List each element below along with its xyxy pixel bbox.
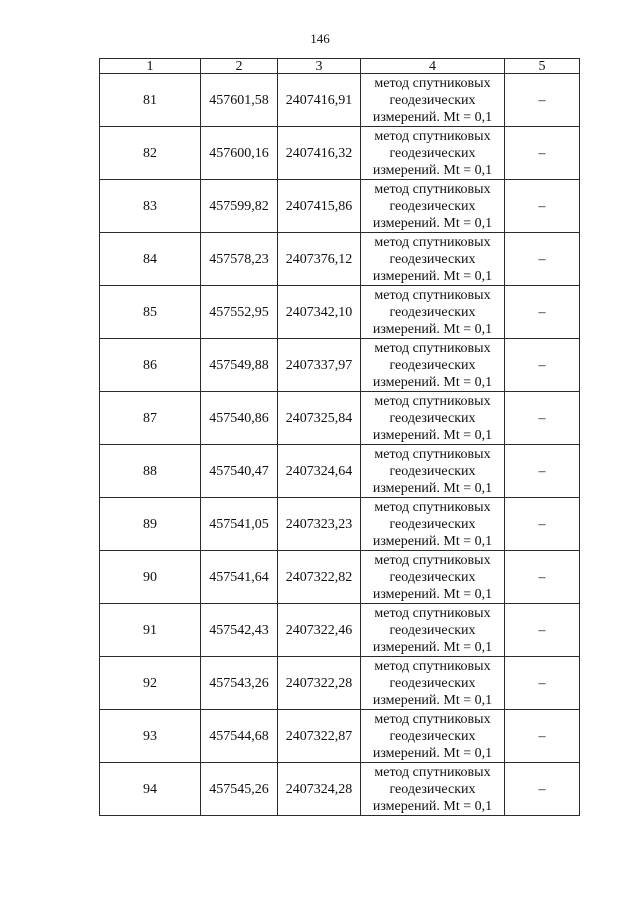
note-cell [505,233,580,286]
note-cell [505,551,580,604]
note-cell [505,180,580,233]
method-line: метод спутниковых [374,128,491,144]
column-header-x: 2 [201,59,278,74]
table-row [100,657,580,710]
y-coordinate-cell: 2407322,28 [278,657,361,710]
table-row [100,392,580,445]
method-line: измерений. Mt = 0,1 [372,480,493,496]
method-line: измерений. Mt = 0,1 [372,374,493,390]
point-number-cell: 84 [100,233,201,286]
x-coordinate-cell: 457542,43 [201,604,278,657]
y-coordinate-cell: 2407322,82 [278,551,361,604]
method-line: геодезических [389,92,476,108]
method-line: измерений. Mt = 0,1 [372,533,493,549]
column-header-method: 4 [361,59,505,74]
method-line: метод спутниковых [374,711,491,727]
table-row [100,127,580,180]
table-row [100,498,580,551]
y-coordinate-cell: 2407376,12 [278,233,361,286]
x-coordinate-cell: 457541,64 [201,551,278,604]
x-coordinate-cell: 457543,26 [201,657,278,710]
note-dash: – [538,92,546,108]
x-coordinate-cell: 457552,95 [201,286,278,339]
table-row [100,710,580,763]
table-row [100,180,580,233]
note-cell [505,710,580,763]
x-coordinate-cell: 457545,26 [201,763,278,816]
method-line: измерений. Mt = 0,1 [372,798,493,814]
x-coordinate-cell: 457578,23 [201,233,278,286]
point-number-cell: 86 [100,339,201,392]
point-number-cell: 82 [100,127,201,180]
note-dash: – [538,622,546,638]
method-line: измерений. Mt = 0,1 [372,109,493,125]
method-line: метод спутниковых [374,658,491,674]
note-dash: – [538,516,546,532]
table-row [100,551,580,604]
x-coordinate-cell: 457600,16 [201,127,278,180]
note-cell [505,339,580,392]
x-coordinate-cell: 457541,05 [201,498,278,551]
method-cell [361,710,505,763]
y-coordinate-cell: 2407324,64 [278,445,361,498]
note-dash: – [538,145,546,161]
x-coordinate-cell: 457540,47 [201,445,278,498]
method-line: измерений. Mt = 0,1 [372,427,493,443]
table-row [100,604,580,657]
point-number-cell: 93 [100,710,201,763]
y-coordinate-cell: 2407322,46 [278,604,361,657]
method-line: метод спутниковых [374,181,491,197]
method-line: геодезических [389,198,476,214]
method-line: метод спутниковых [374,234,491,250]
note-cell [505,604,580,657]
y-coordinate-cell: 2407323,23 [278,498,361,551]
method-line: метод спутниковых [374,287,491,303]
point-number-cell: 87 [100,392,201,445]
note-dash: – [538,781,546,797]
note-cell [505,763,580,816]
note-dash: – [538,569,546,585]
method-cell [361,339,505,392]
point-number-cell: 81 [100,74,201,127]
table-row [100,445,580,498]
method-line: измерений. Mt = 0,1 [372,639,493,655]
note-dash: – [538,251,546,267]
method-cell [361,233,505,286]
note-cell [505,74,580,127]
note-cell [505,445,580,498]
method-line: измерений. Mt = 0,1 [372,321,493,337]
method-line: геодезических [389,516,476,532]
method-line: геодезических [389,357,476,373]
point-number-cell: 94 [100,763,201,816]
point-number-cell: 90 [100,551,201,604]
note-dash: – [538,410,546,426]
method-cell [361,180,505,233]
method-line: метод спутниковых [374,446,491,462]
y-coordinate-cell: 2407324,28 [278,763,361,816]
method-line: метод спутниковых [374,75,491,91]
y-coordinate-cell: 2407342,10 [278,286,361,339]
note-dash: – [538,357,546,373]
method-line: измерений. Mt = 0,1 [372,268,493,284]
y-coordinate-cell: 2407322,87 [278,710,361,763]
table-row [100,74,580,127]
method-line: геодезических [389,675,476,691]
note-dash: – [538,198,546,214]
y-coordinate-cell: 2407416,91 [278,74,361,127]
note-cell [505,657,580,710]
method-cell [361,74,505,127]
note-dash: – [538,675,546,691]
column-header-y: 3 [278,59,361,74]
point-number-cell: 83 [100,180,201,233]
method-line: геодезических [389,622,476,638]
x-coordinate-cell: 457599,82 [201,180,278,233]
note-dash: – [538,304,546,320]
method-cell [361,551,505,604]
table-row [100,763,580,816]
note-cell [505,286,580,339]
method-line: измерений. Mt = 0,1 [372,745,493,761]
x-coordinate-cell: 457601,58 [201,74,278,127]
point-number-cell: 89 [100,498,201,551]
point-number-cell: 88 [100,445,201,498]
y-coordinate-cell: 2407416,32 [278,127,361,180]
x-coordinate-cell: 457540,86 [201,392,278,445]
column-header-number: 1 [100,59,201,74]
table-row [100,286,580,339]
note-cell [505,127,580,180]
method-line: геодезических [389,251,476,267]
x-coordinate-cell: 457549,88 [201,339,278,392]
point-number-cell: 85 [100,286,201,339]
method-line: геодезических [389,463,476,479]
method-cell [361,763,505,816]
method-line: геодезических [389,145,476,161]
note-cell [505,498,580,551]
note-dash: – [538,728,546,744]
y-coordinate-cell: 2407337,97 [278,339,361,392]
method-cell [361,445,505,498]
method-line: геодезических [389,569,476,585]
method-line: измерений. Mt = 0,1 [372,162,493,178]
table-header-row [100,59,580,74]
coordinates-table [99,58,580,816]
method-line: метод спутниковых [374,764,491,780]
method-line: геодезических [389,410,476,426]
method-cell [361,498,505,551]
page-number: 146 [310,31,330,46]
method-cell [361,604,505,657]
point-number-cell: 91 [100,604,201,657]
method-line: измерений. Mt = 0,1 [372,215,493,231]
method-line: измерений. Mt = 0,1 [372,692,493,708]
table-row [100,233,580,286]
note-dash: – [538,463,546,479]
y-coordinate-cell: 2407325,84 [278,392,361,445]
method-line: метод спутниковых [374,552,491,568]
method-line: геодезических [389,728,476,744]
table-row [100,339,580,392]
method-cell [361,286,505,339]
column-header-note: 5 [505,59,580,74]
y-coordinate-cell: 2407415,86 [278,180,361,233]
method-line: геодезических [389,304,476,320]
method-line: метод спутниковых [374,393,491,409]
method-cell [361,127,505,180]
method-line: метод спутниковых [374,340,491,356]
x-coordinate-cell: 457544,68 [201,710,278,763]
method-line: измерений. Mt = 0,1 [372,586,493,602]
method-cell [361,392,505,445]
method-line: геодезических [389,781,476,797]
method-line: метод спутниковых [374,605,491,621]
method-line: метод спутниковых [374,499,491,515]
note-cell [505,392,580,445]
method-cell [361,657,505,710]
table-body [100,74,580,816]
point-number-cell: 92 [100,657,201,710]
